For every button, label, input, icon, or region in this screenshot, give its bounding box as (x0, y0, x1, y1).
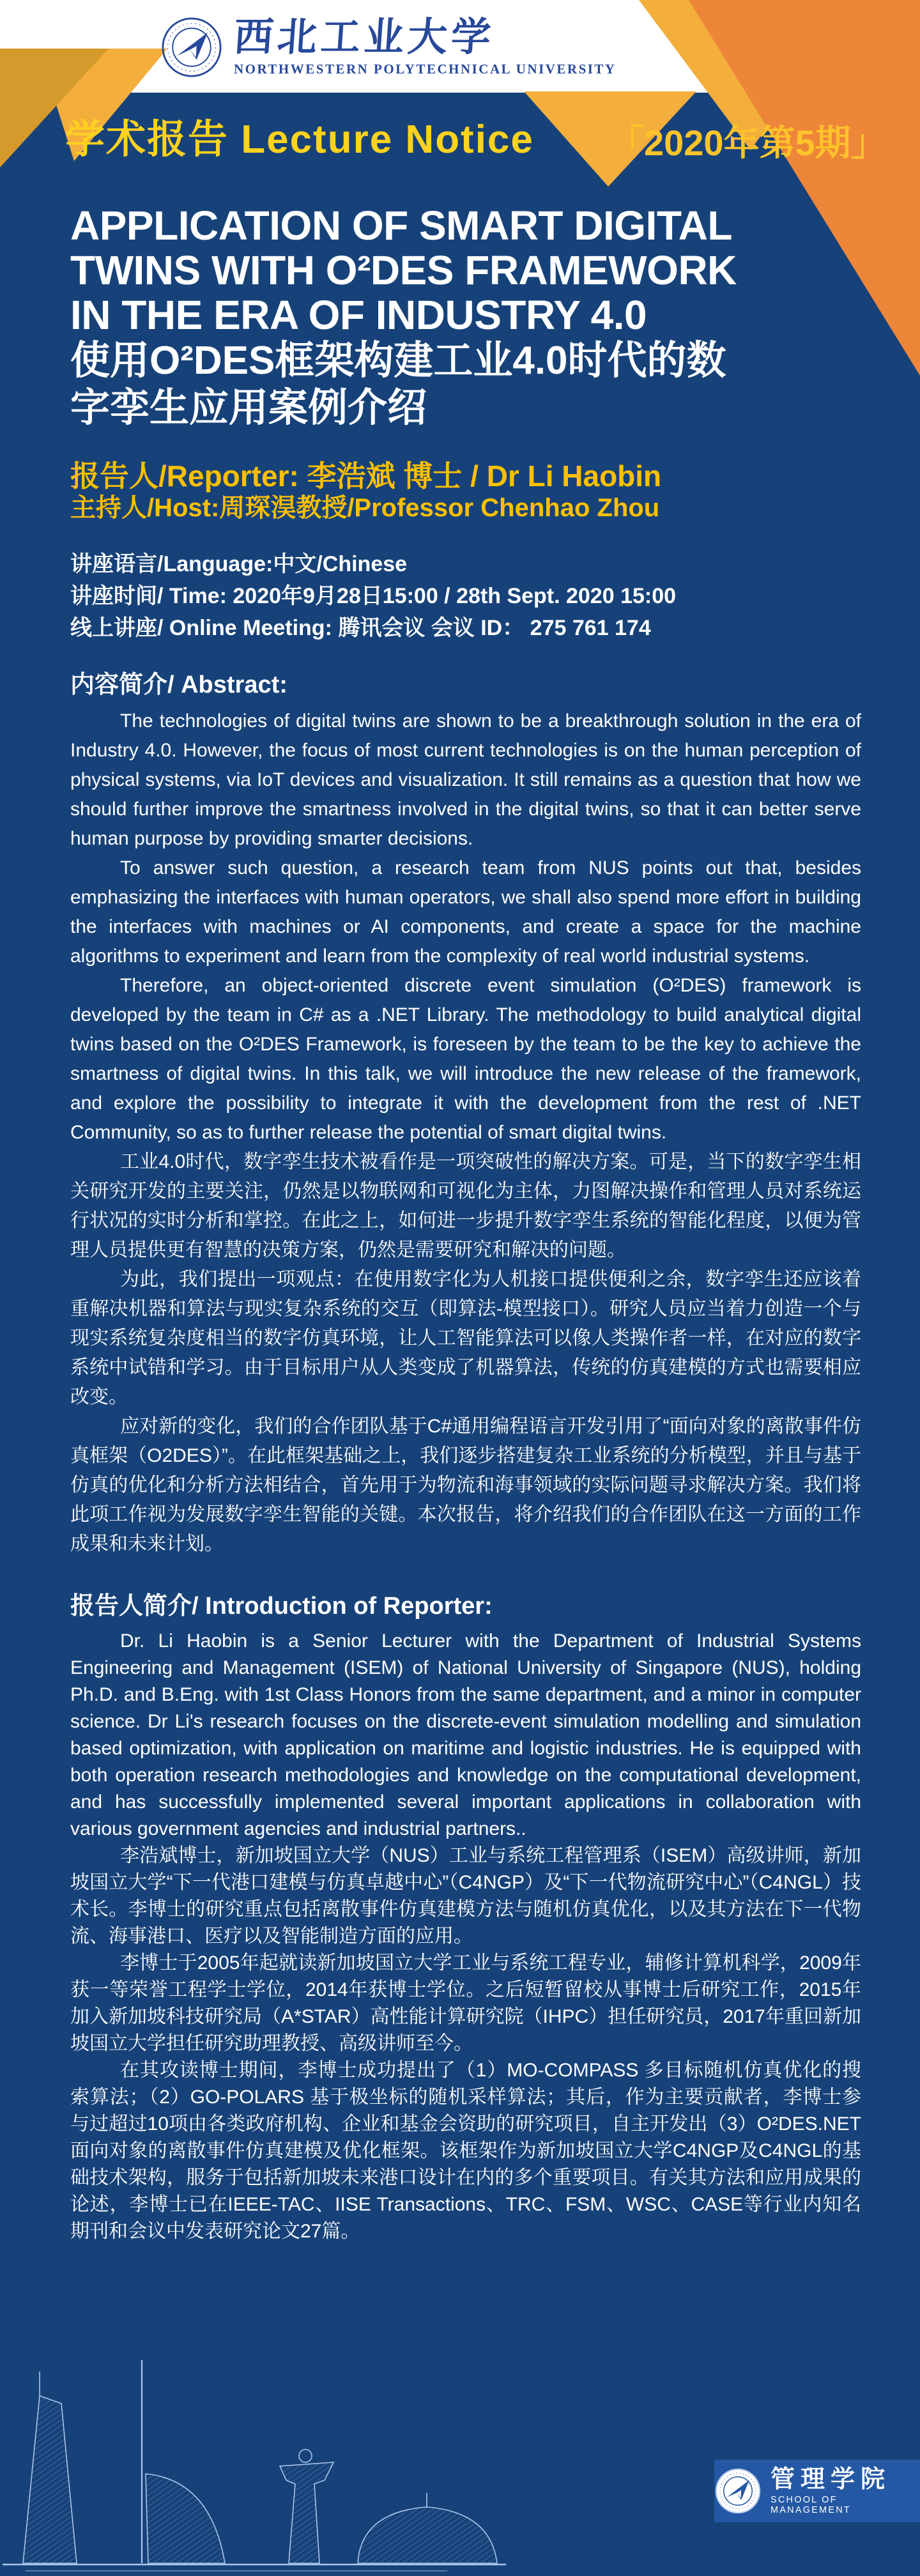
school-name-cn: 管理学院 (770, 2465, 891, 2493)
talk-title-en (70, 203, 861, 337)
abstract-paragraph: The technologies of digital twins are shown to be a breakthrough solution in the era of Industry 4.0. However, the focus of most current technologies is on the human perception of physical systems, via IoT devices and visualization. It still remains as a question that how we should further improve the smartness involved in the digital twins, so that it can better serve human purpose by providing smarter decisions. (70, 710, 861, 849)
university-name-cn: 西北工业大学 (232, 15, 496, 59)
abstract-heading: 内容简介/ Abstract: (70, 671, 288, 698)
talk-title-en-line2: TWINS WITH O²DES FRAMEWORK (70, 247, 737, 293)
school-name-en: SCHOOL OF MANAGEMENT (770, 2495, 851, 2516)
abstract-paragraph: 工业4.0时代，数字孪生技术被看作是一项突破性的解决方案。可是，当下的数字孪生相关研究开发的主要关注，仍然是以物联网和可视化为主体，力图解决操作和管理人员对系统运行状况的实时分析和掌控。在此之上，如何进一步提升数字孪生系统的智能化程度，以便为管理人员提供更有智慧的决策方案，仍然是需要研究和解决的问题。 (70, 1151, 861, 1261)
banner-issue: 「2020年第5期」 (608, 123, 887, 163)
school-emblem-icon (714, 2467, 762, 2515)
abstract-paragraph: 应对新的变化，我们的合作团队基于C#通用编程语言开发引用了“面向对象的离散事件仿真框架（O2DES）”。在此框架基础之上，我们逐步搭建复杂工业系统的分析模型，并且与基于仿真的优化和分析方法相结合，首先用于为物流和海事领域的实际问题寻求解决方案。我们将此项工作视为发展数字孪生智能的关键。本次报告，将介绍我们的合作团队在这一方面的工作成果和未来计划。 (70, 1416, 861, 1554)
bio-heading: 报告人简介/ Introduction of Reporter: (70, 1593, 493, 1620)
reporter-line: 报告人/Reporter: 李浩斌 博士 / Dr Li Haobin (70, 459, 662, 493)
host-line: 主持人/Host:周琛淏教授/Professor Chenhao Zhou (70, 494, 660, 522)
talk-title-cn (70, 337, 861, 432)
talk-title-cn-line2: 字孪生应用案例介绍 (70, 386, 427, 430)
university-emblem-icon (161, 17, 222, 78)
talk-title-en-line3: IN THE ERA OF INDUSTRY 4.0 (70, 292, 647, 338)
bio-paragraph: 李博士于2005年起就读新加坡国立大学工业与系统工程专业，辅修计算机科学，2009年获一等荣誉工程学士学位，2014年获博士学位。之后短暂留校从事博士后研究工作，2015年加入新加坡科技研究局（A*STAR）高性能计算研究院（IHPC）担任研究员，2017年重回新加坡国立大学担任研究助理教授、高级讲师至今。 (70, 1952, 861, 2054)
abstract-body (70, 707, 861, 1559)
campus-sketch (0, 2359, 524, 2576)
university-logo (161, 17, 617, 78)
abstract-paragraph: To answer such question, a research team from NUS points out that, besides emphasizing the interfaces with human operators, we shall also spend more effort in building the interfaces with machines or AI components, and create a space for the machine algorithms to experiment and learn from the complexity of real world industrial systems. (70, 857, 861, 967)
abstract-paragraph: Therefore, an object-oriented discrete event simulation (O²DES) framework is developed by the team in C# as a .NET Library. The methodology to build analytical digital twins based on the O²DES Framework, is foreseen by the team to be the key to achieve the smartness of digital twins. In this talk, we will introduce the new release of the framework, and explore the possibility to integrate it with the development from the rest of .NET Community, so as to further release the potential of smart digital twins. (70, 975, 861, 1143)
bio-body (70, 1628, 861, 2245)
bio-paragraph: Dr. Li Haobin is a Senior Lecturer with the Department of Industrial Systems Engineering and Management (ISEM) of National University of Singapore (NUS), holding Ph.D. and B.Eng. with 1st Class Honors from the same department, and a minor in computer science. Dr Li's research focuses on the discrete-event simulation modelling and simulation based optimization, with application on maritime and logistic industries. He is equipped with both operation research methodologies and knowledge on the computational development, and has successfully implemented several important applications in collaboration with various government agencies and industrial partners.. (70, 1630, 861, 1839)
meta-meeting: 线上讲座/ Online Meeting: 腾讯会议 会议 ID： 275 761 174 (70, 616, 651, 640)
banner-title: 学术报告 Lecture Notice (65, 118, 534, 162)
abstract-paragraph: 为此，我们提出一项观点：在使用数字化为人机接口提供便利之余，数字孪生还应该着重解决机器和算法与现实复杂系统的交互（即算法-模型接口）。研究人员应当着力创造一个与现实系统复杂度相当的数字仿真环境，让人工智能算法可以像人类操作者一样，在对应的数字系统中试错和学习。由于目标用户从人类变成了机器算法，传统的仿真建模的方式也需要相应改变。 (70, 1269, 861, 1407)
talk-title-en-line1: APPLICATION OF SMART DIGITAL (70, 203, 732, 249)
bio-paragraph: 李浩斌博士，新加坡国立大学（NUS）工业与系统工程管理系（ISEM）高级讲师，新加坡国立大学“下一代港口建模与仿真卓越中心”（C4NGP）及“下一代物流研究中心”（C4NGL）技术长。李博士的研究重点包括离散事件仿真建模方法与随机仿真优化，以及其方法在下一代物流、海事港口、医疗以及智能制造方面的应用。 (70, 1845, 861, 1947)
meta-language: 讲座语言/Language:中文/Chinese (70, 552, 408, 576)
bio-paragraph: 在其攻读博士期间，李博士成功提出了（1）MO-COMPASS 多目标随机仿真优化的搜索算法；（2）GO-POLARS 基于极坐标的随机采样算法；其后，作为主要贡献者，李博士参与过超过10项由各类政府机构、企业和基金会资助的研究项目，自主开发出（3）O²DES.NET 面向对象的离散事件仿真建模及优化框架。该框架作为新加坡国立大学C4NGP及C4NGL的基础技术架构，服务于包括新加坡未来港口设计在内的多个重要项目。有关其方法和应用成果的论述，李博士已在IEEE-TAC、IISE Transactions、TRC、FSM、WSC、CASE等行业内知名期刊和会议中发表研究论文27篇。 (70, 2060, 861, 2242)
meta-time: 讲座时间/ Time: 2020年9月28日15:00 / 28th Sept. 2020 15:00 (70, 584, 677, 608)
talk-title-cn-line1: 使用O²DES框架构建工业4.0时代的数 (70, 339, 726, 383)
school-logo-panel (714, 2460, 920, 2522)
university-name-en: NORTHWESTERN POLYTECHNICAL UNIVERSITY (234, 61, 617, 77)
lecture-meta (70, 548, 861, 644)
